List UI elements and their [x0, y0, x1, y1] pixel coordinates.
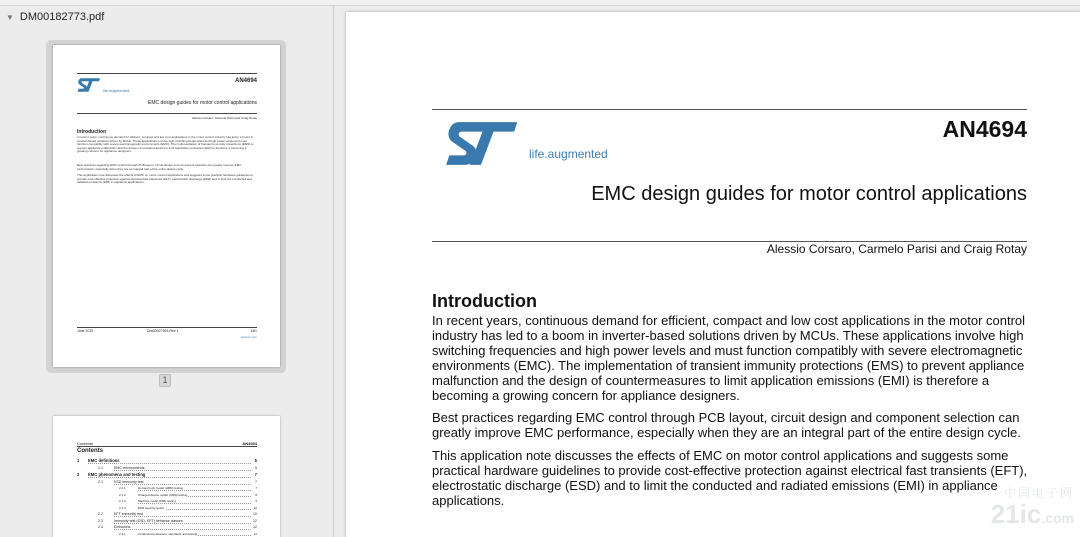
thumb1-title: EMC design guides for motor control applications [148, 100, 257, 106]
st-logo-icon [77, 77, 101, 93]
toc-leader-dots [114, 529, 251, 530]
st-logo-icon [437, 119, 528, 168]
toc-entry[interactable] [53, 472, 280, 479]
intro-paragraph-3: This application note discusses the effects of EMC on motor control applications and suggests some practical hardware guidelines to provide cost-effective protection against electrical fast transients (EFT), electrostatic discharge (ESD) and to limit the conducted and radiated emissions (EMI) in appliance applications. [432, 448, 1028, 508]
top-rule [432, 109, 1027, 110]
toc-leader-dots [114, 516, 251, 517]
toc-entry[interactable] [53, 458, 280, 465]
thumbnail-sidebar[interactable] [0, 6, 334, 537]
authors: Alessio Corsaro, Carmelo Parisi and Craig Rotay [766, 242, 1027, 256]
toc-entry-label: Immunity test (ESD, EFT) behavior classes [114, 518, 183, 523]
toc-entry-page: 5 [255, 465, 257, 470]
logo-tagline: life.augmented [529, 147, 608, 161]
thumb2-header-right: AN4694 [242, 441, 257, 446]
toc-entry-number: 2.2 [98, 512, 103, 516]
toc-entry-label: ESD immunity test [114, 479, 144, 484]
toc-entry-label: EMC phenomena and testing [88, 472, 146, 477]
toc-leader-dots [114, 470, 251, 471]
file-row[interactable] [0, 6, 334, 28]
toc-entry-number: 2.1.2 [119, 492, 126, 497]
toc-entry-number: 2.3 [98, 518, 103, 523]
page-thumbnail-1[interactable] [53, 45, 280, 367]
thumb2-title: Contents [77, 448, 103, 454]
toc-entry-label: Conducted emissions: standards and testing [138, 531, 198, 536]
thumb1-para-1: In recent years, continuous demand for efficient, compact and low cost applications in the motor control industry has led to a boom in inverter-based solutions driven by MCUs. These applications involve high switching frequencies and high power levels and must function compatibly with severe electromagnetic environments (EMC). The implementation of transient immunity protections (EMS) to prevent appliance malfunction and the design of countermeasures to limit application emissions (EMI) is therefore a becoming a growing concern for appliance designers. [77, 135, 254, 154]
toc-entry-label: Charged device model (CDM) testing [138, 492, 188, 497]
toc-entry-page: 5 [254, 458, 257, 463]
document-title: EMC design guides for motor control applications [591, 183, 1027, 205]
toc-entry-label: ESD severity levels [138, 505, 164, 510]
toc-entry-page: 10 [253, 505, 257, 510]
thumb1-para-2: Best practices regarding EMC control through PCB layout, circuit design and component selection can greatly improve EMC performance, especially when they are an integral part of the entire design cycle. [77, 163, 242, 171]
toc-entry-number: 2.1 [98, 479, 103, 484]
watermark-main: 21ic [990, 499, 1042, 529]
thumb1-an-number: AN4694 [234, 78, 257, 84]
toc-entry-label: Machine model (MM) testing [138, 499, 176, 503]
thumb1-intro-heading: Introduction [77, 129, 107, 135]
thumb1-authors: Alessio Corsaro, Carmelo Parisi and Craig Rotay [191, 116, 257, 120]
thumb1-footer-page: 1/61 [250, 329, 257, 333]
thumb2-header-left: Contents [77, 441, 94, 446]
toc-entry-label: EMC definitions [88, 458, 120, 463]
thumb1-tagline: life.augmented [103, 88, 130, 93]
toc-entry-page: 7 [255, 486, 257, 490]
toc-leader-dots [114, 523, 251, 524]
toc-entry-number: 2.1.3 [119, 499, 126, 503]
thumb1-footer-id: DocID027993 Rev 1 [147, 329, 179, 333]
toc-entry-number: 2.1.4 [119, 505, 126, 510]
thumb1-para-3: This application note discusses the effects of EMC on motor control applications and suggests some practical hardware guidelines to provide cost-effective protection against electrical fast transients (EFT), electrostatic discharge (ESD) and to limit the conducted and radiated emissions (EMI) in appliance applications. [77, 173, 254, 185]
toc-entry-page: 10 [253, 512, 257, 516]
toc-entry-page: 12 [253, 525, 257, 529]
toc-entry-number: 1 [77, 458, 80, 463]
toc-entry-label: EMC environments [114, 465, 145, 470]
toc-entry-label: Human body model (HBM) testing [138, 486, 184, 490]
watermark [991, 484, 1074, 531]
thumb1-footer-date: June 2015 [77, 329, 94, 333]
toc-entry-label: Emissions [114, 525, 131, 529]
disclosure-triangle-icon[interactable]: ▼ [6, 12, 14, 22]
watermark-cn: 中国电子网 [1003, 486, 1074, 500]
application-note-number: AN4694 [942, 116, 1027, 142]
toc-entry-page: 12 [253, 531, 257, 536]
toc-entry-number: 1.1 [98, 465, 103, 470]
toc-entry[interactable] [53, 532, 280, 537]
toc-entry-label: EFT immunity test [114, 512, 143, 516]
introduction-heading: Introduction [432, 291, 537, 311]
page-number-badge: 1 [159, 374, 171, 387]
toc-entry-page: 7 [254, 472, 257, 477]
watermark-suffix: .com [1041, 510, 1074, 526]
toc-entry-number: 2.1.1 [119, 486, 126, 490]
intro-paragraph-1: In recent years, continuous demand for efficient, compact and low cost applications in the motor control industry has led to a boom in inverter-based solutions driven by MCUs. These applications involve high switching frequencies and high power levels and must function compatibly with severe electromagnetic environments (EMC). The implementation of transient immunity protections (EMS) to prevent appliance malfunction and the design of countermeasures to limit application emissions (EMI) is therefore a becoming a growing concern for appliance designers. [432, 313, 1026, 403]
page-thumbnail-2[interactable] [53, 416, 280, 537]
toc-entry-number: 2.4.1 [119, 531, 126, 536]
toc-entry-number: 2.4 [98, 525, 103, 529]
toc-entry-number: 2 [77, 472, 80, 477]
toc-entry-page: 9 [255, 499, 257, 503]
file-name: DM00182773.pdf [19, 11, 105, 23]
thumb1-footer-url: www.st.com [240, 335, 257, 339]
toc-entry-page: 12 [253, 518, 257, 523]
intro-paragraph-2: Best practices regarding EMC control through PCB layout, circuit design and component selection can greatly improve EMC performance, especially when they are an integral part of the entire design cycle. [432, 410, 1021, 440]
toc-leader-dots [114, 484, 251, 485]
document-page[interactable] [346, 12, 1080, 537]
toc-entry-page: 8 [255, 492, 257, 497]
toc-entry-page: 7 [255, 479, 257, 484]
